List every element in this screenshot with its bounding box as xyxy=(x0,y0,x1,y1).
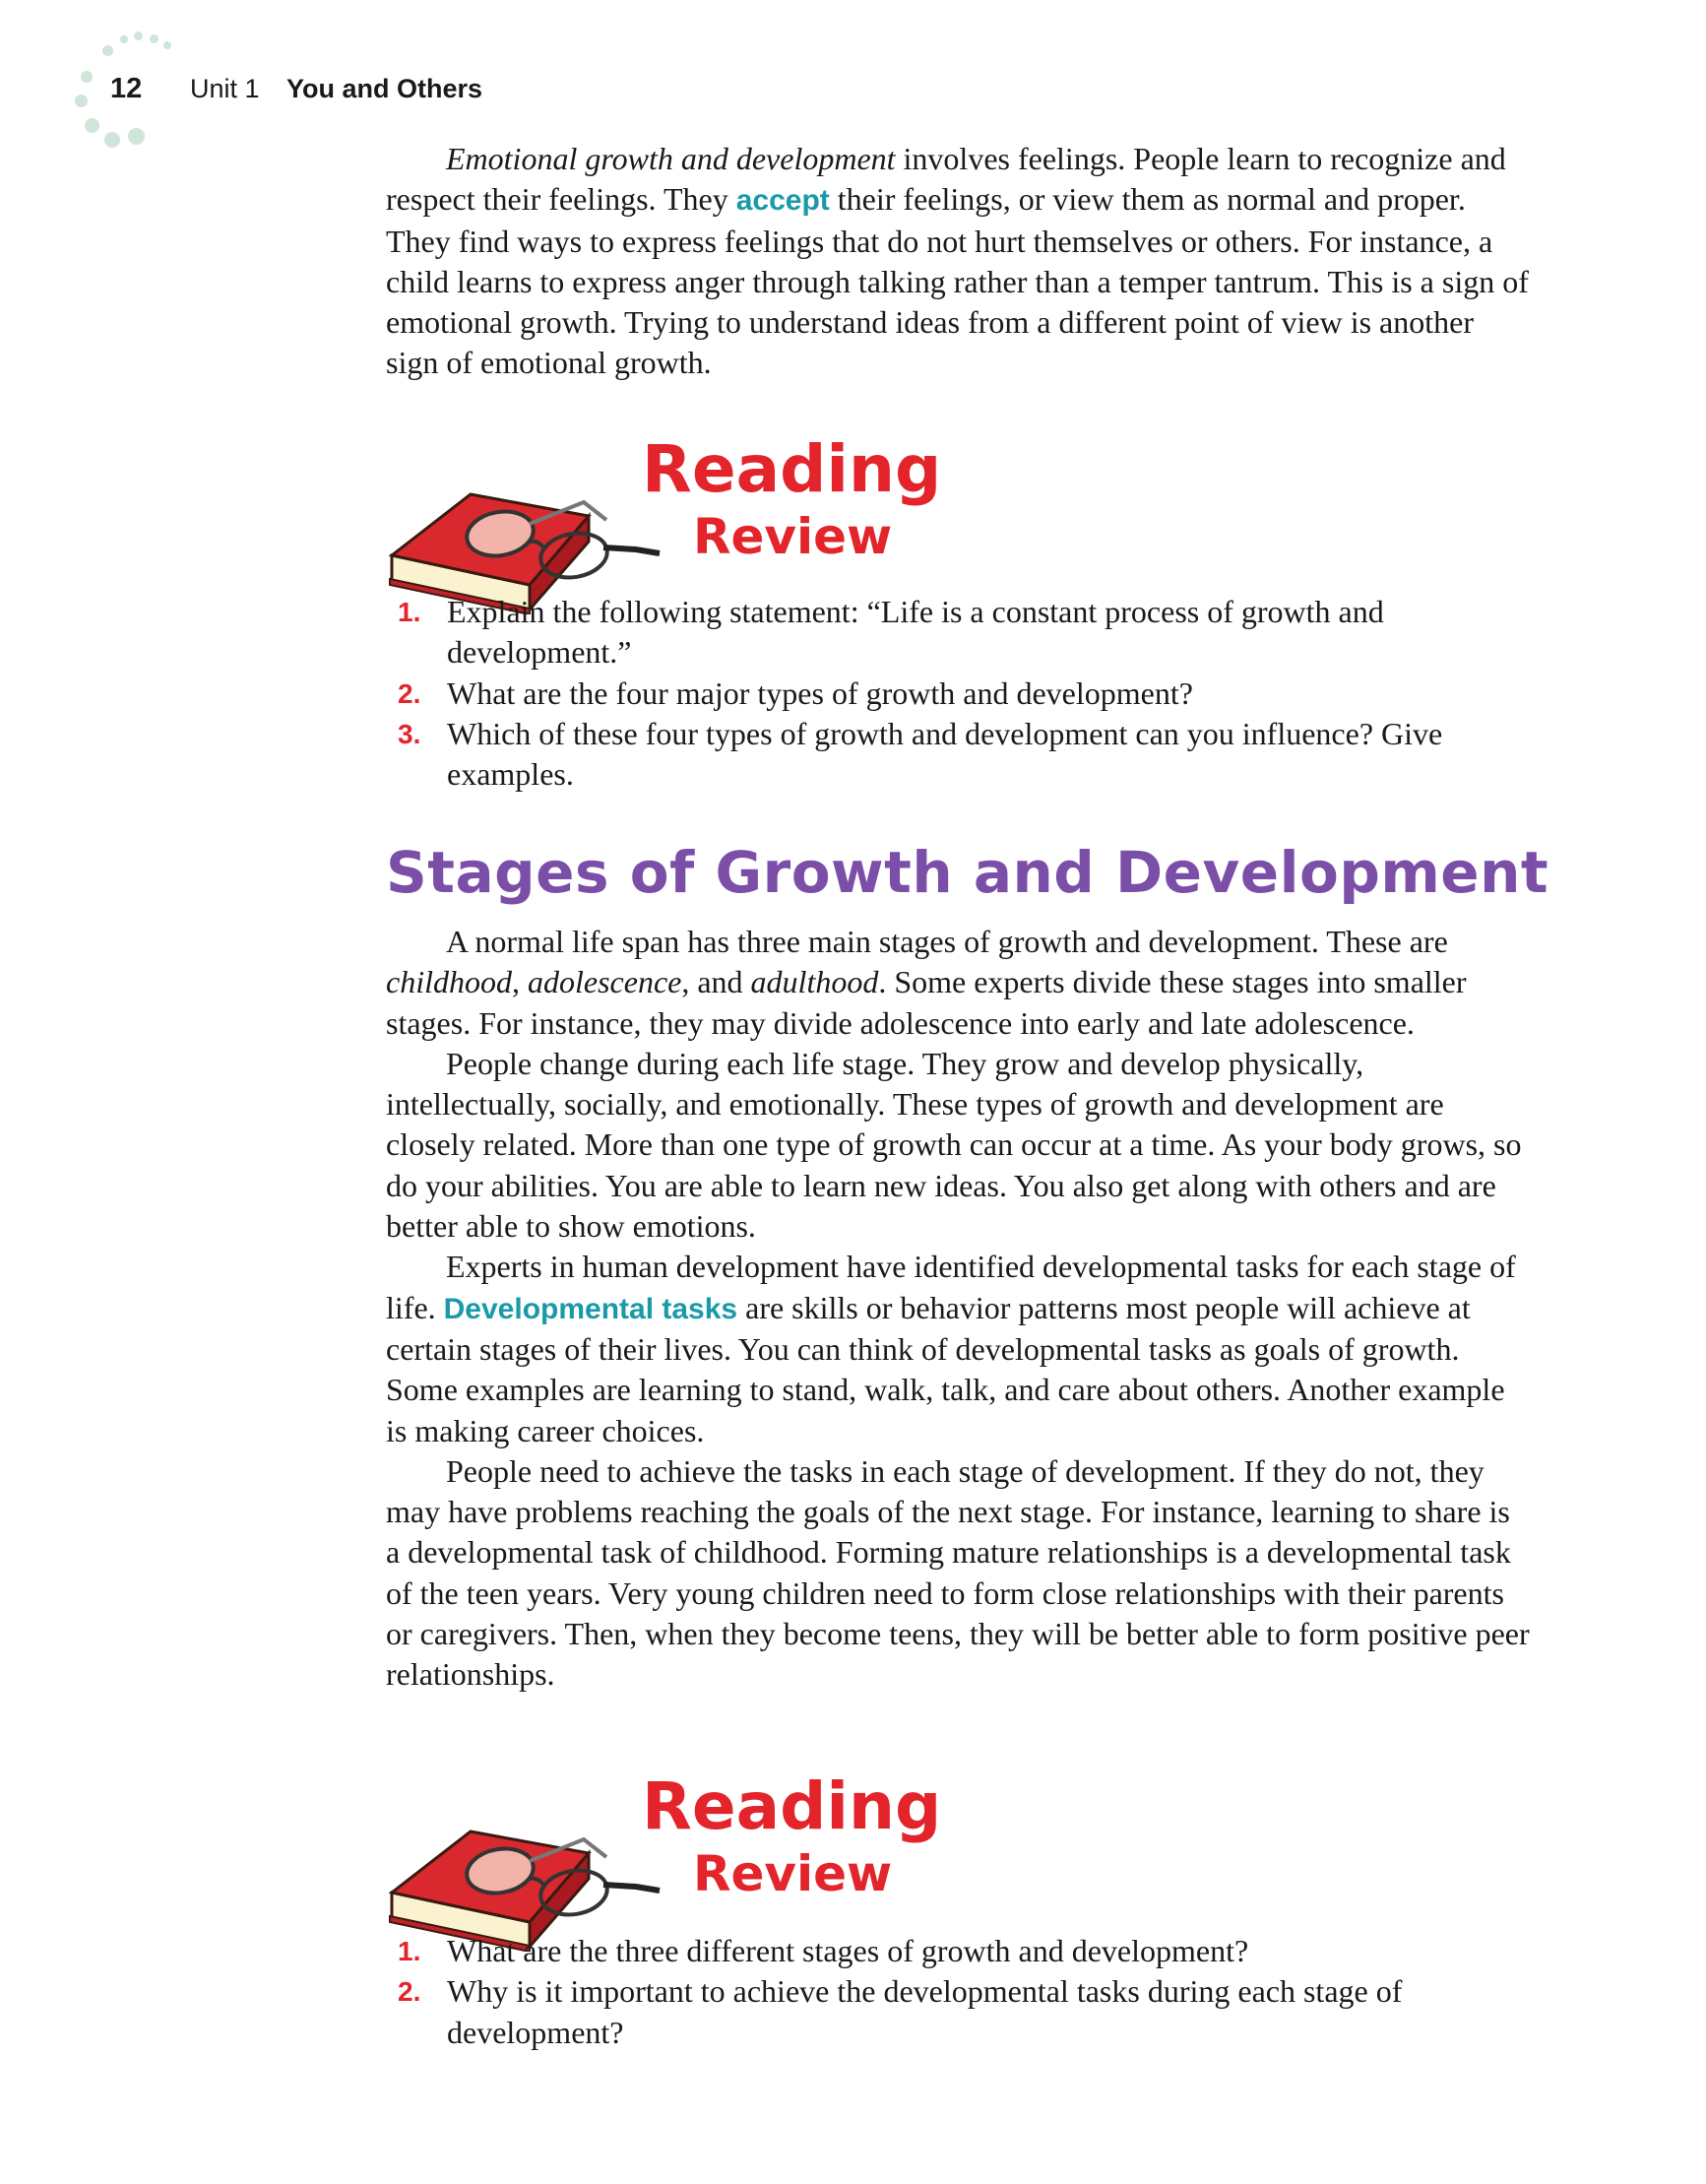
review-title-review: Review xyxy=(693,1845,893,1902)
question-number: 1. xyxy=(398,1936,421,1966)
reading-review-2 xyxy=(382,1768,942,1942)
paragraph-text: . Some experts divide these stages into smaller stages. For instance, they may divide adolescence into early and late adolescence. xyxy=(386,964,1467,1041)
question-number: 2. xyxy=(398,1976,421,2008)
question-text: Explain the following statement: “Life is a constant process of growth and development.” xyxy=(447,594,1384,671)
paragraph-text: A normal life span has three main stages of growth and development. These are xyxy=(446,924,1448,959)
question-number: 2. xyxy=(398,677,421,709)
unit-title: You and Others xyxy=(286,74,483,103)
review-questions-1 xyxy=(386,592,1530,795)
term-adulthood: adulthood xyxy=(750,964,879,1000)
intro-term: Emotional growth and development xyxy=(446,141,896,176)
paragraph-text: Experts in human development have identified developmental tasks for each stage of life. xyxy=(386,1249,1516,1325)
question-number: 3. xyxy=(398,718,421,749)
review-title-review: Review xyxy=(693,508,893,565)
list-item xyxy=(386,592,1530,674)
keyword-developmental-tasks: Developmental tasks xyxy=(443,1292,738,1325)
question-text: What are the three different stages of growth and development? xyxy=(447,1933,1249,1968)
list-item xyxy=(386,1971,1530,2053)
paragraph xyxy=(386,922,1530,1044)
question-text: What are the four major types of growth and development? xyxy=(447,674,1193,711)
section-body xyxy=(386,922,1530,1696)
intro-text: their feelings, or view them as normal and proper. They find ways to express feelings that do not hurt themselves or others. For instance, a child learns to express anger through talking rather than a temper tantrum. This is a sign of emotional growth. Trying to understand ideas from a different point of view is another sign of emotional growth. xyxy=(386,181,1529,381)
term-childhood: childhood xyxy=(386,964,512,1000)
intro-text: involves feelings. People learn to recognize and respect their feelings. They xyxy=(386,141,1506,218)
question-text: Why is it important to achieve the developmental tasks during each stage of development? xyxy=(447,1973,1403,2050)
intro-paragraph xyxy=(386,139,1530,384)
section-heading: Stages of Growth and Development xyxy=(386,839,1549,906)
list-item xyxy=(386,714,1530,796)
question-number: 1. xyxy=(398,597,421,627)
paragraph: People need to achieve the tasks in each stage of development. If they do not, they may have problems reaching the goals of the next stage. For instance, learning to share is a developmental task of childhood. Forming mature relationships is a developmental task of the teen years. Very young children need to form close relationships with their parents or caregivers. Then, when they become teens, they will be better able to form positive peer relationships. xyxy=(386,1452,1530,1693)
list-item xyxy=(386,674,1530,714)
paragraph-text: , xyxy=(511,964,528,1000)
paragraph: People change during each life stage. They grow and develop physically, intellectually, socially, and emotionally. These types of growth and development are closely related. More than one type of growth can occur at a time. As your body grows, so do your abilities. You are able to learn new ideas. You also get along with others and are better able to show emotions. xyxy=(386,1045,1522,1245)
unit-label: Unit 1 xyxy=(190,74,260,103)
review-title-reading: Reading xyxy=(642,1768,942,1844)
review-questions-2 xyxy=(386,1931,1530,2053)
question-text: Which of these four types of growth and development can you influence? Give examples. xyxy=(447,715,1443,793)
paragraph-text: are skills or behavior patterns most people will achieve at certain stages of their lives. You can think of developmental tasks as goals of growth. Some examples are learning to stand, walk, talk, and care about others. Another example is making career choices. xyxy=(386,1289,1505,1448)
term-adolescence: adolescence xyxy=(527,964,682,1000)
list-item xyxy=(386,1931,1530,1971)
review-title-reading: Reading xyxy=(642,431,942,507)
paragraph xyxy=(386,1247,1530,1450)
paragraph-text: , and xyxy=(681,964,751,1000)
reading-review-1 xyxy=(382,431,942,605)
page-number: 12 xyxy=(110,73,143,104)
keyword-accept: accept xyxy=(735,184,830,218)
